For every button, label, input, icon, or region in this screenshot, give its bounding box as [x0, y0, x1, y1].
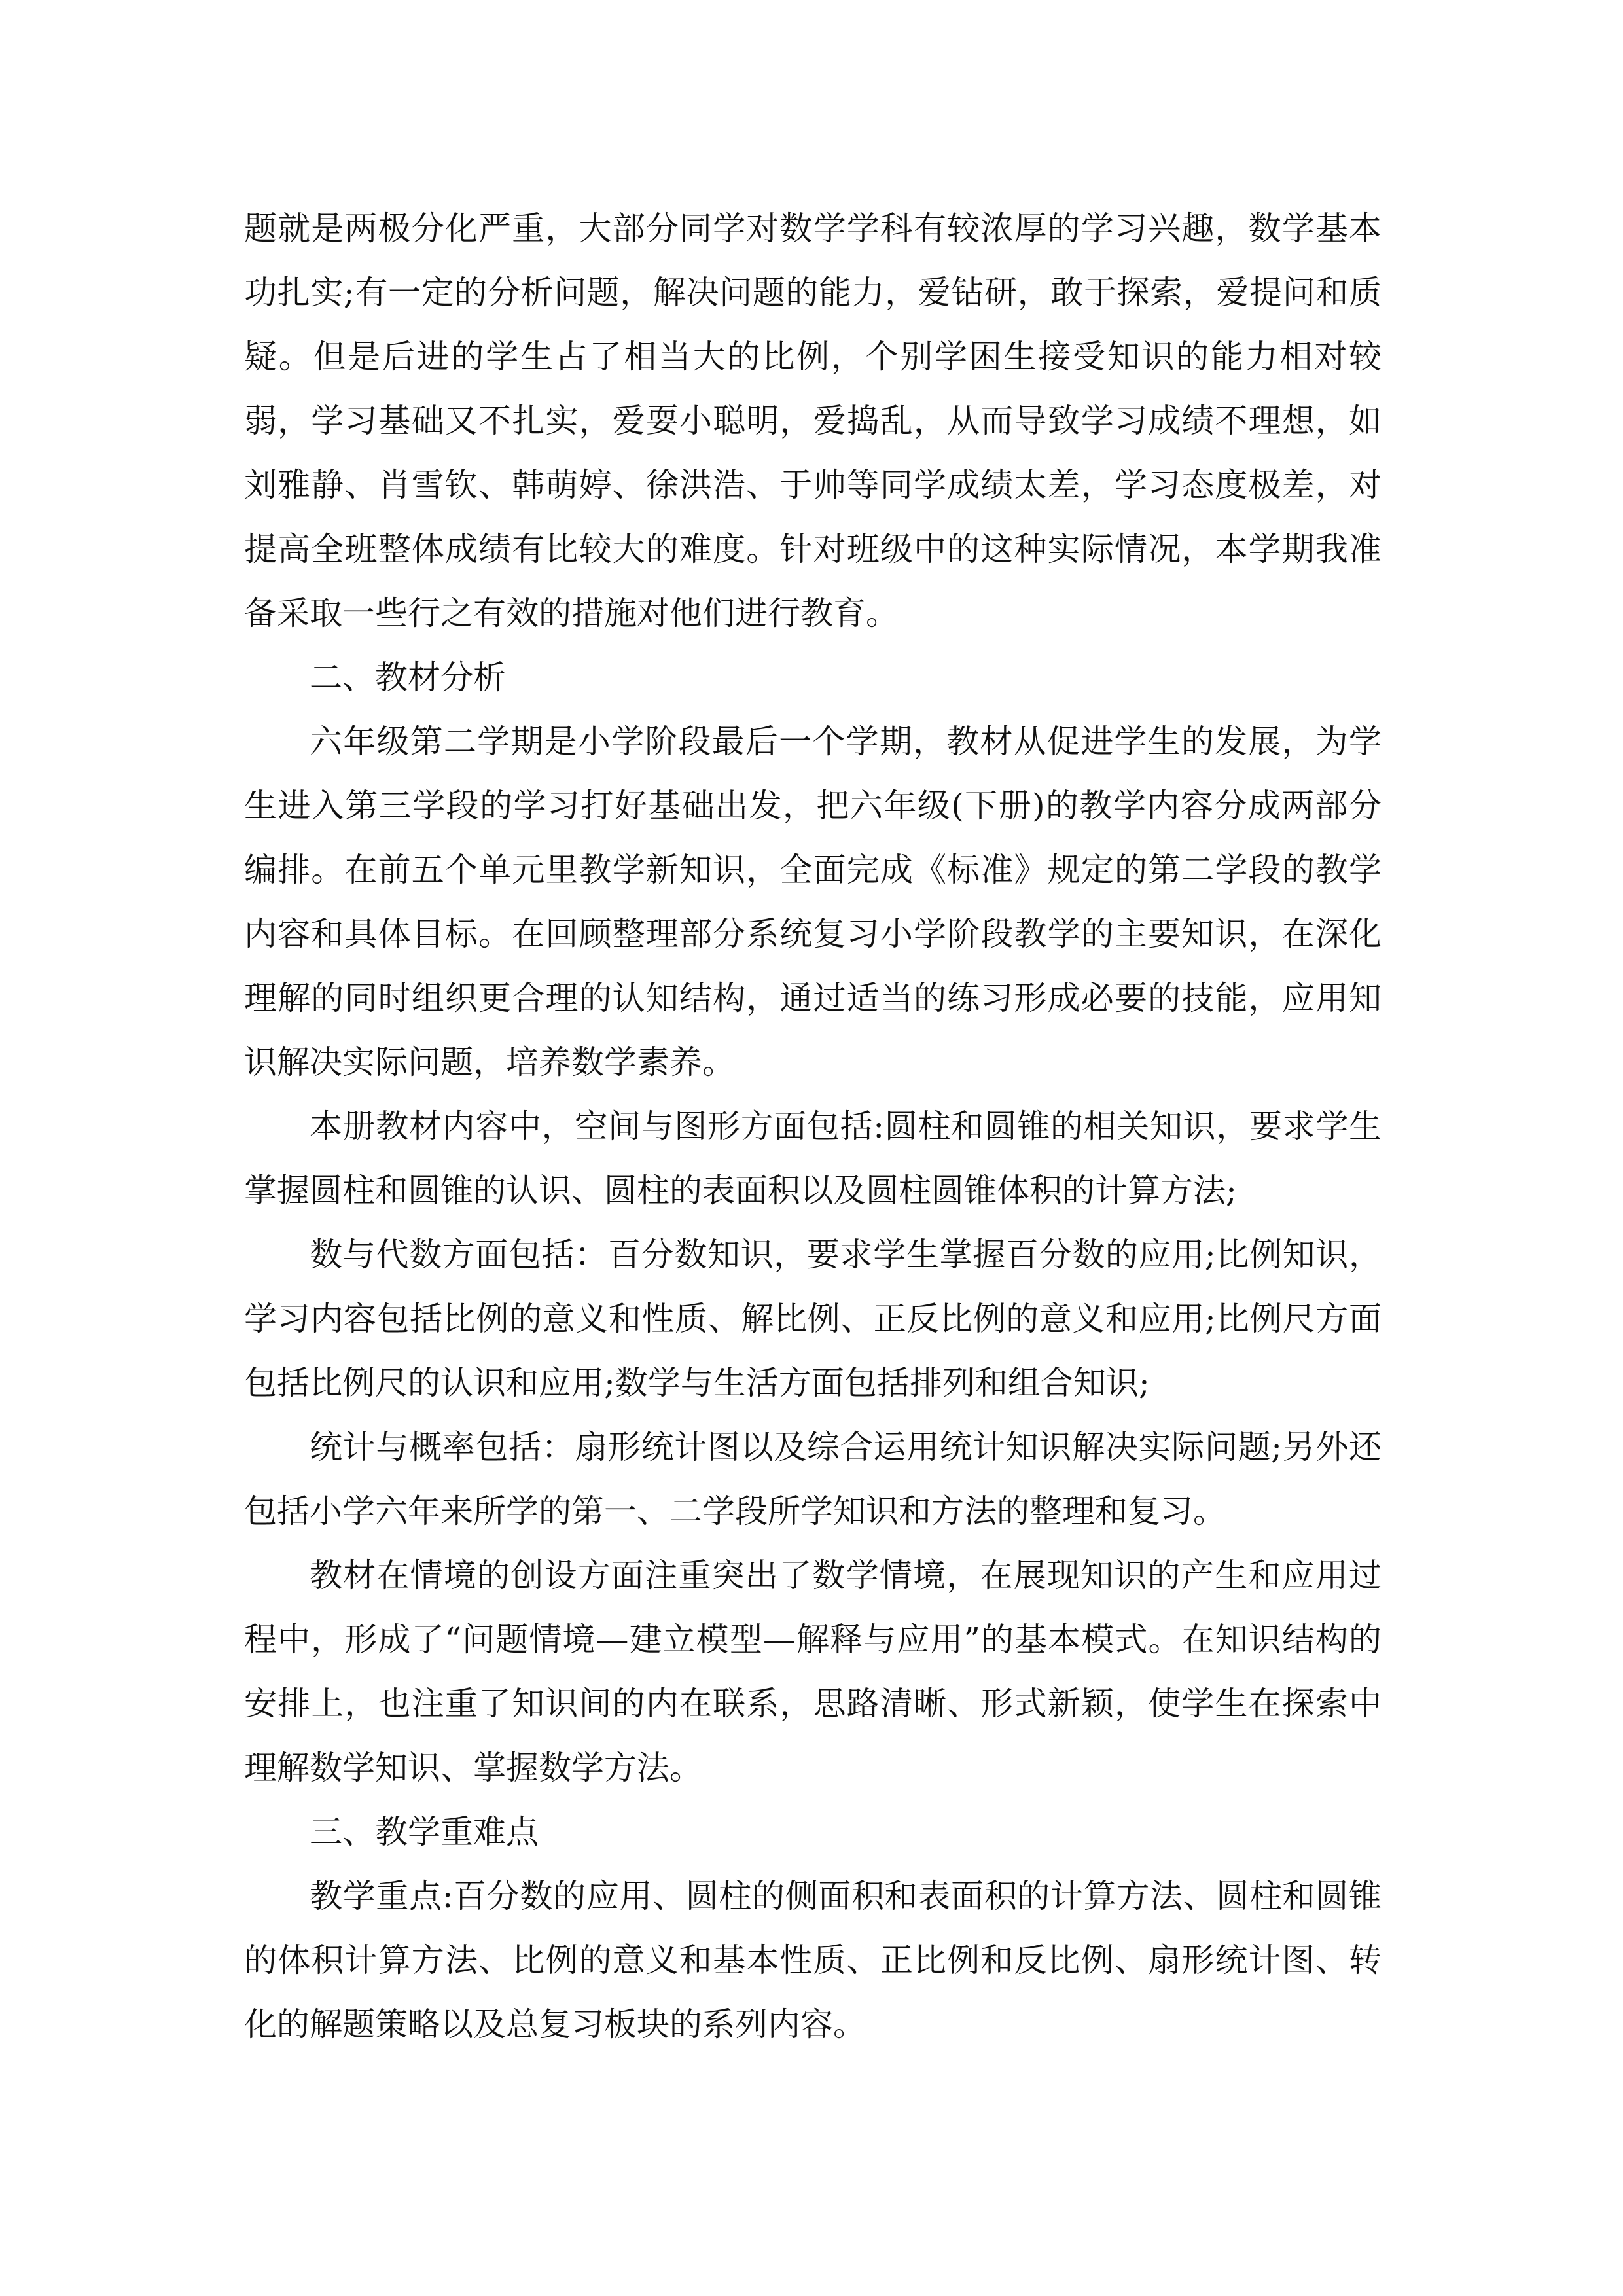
paragraph-teaching-focus: 教学重点:百分数的应用、圆柱的侧面积和表面积的计算方法、圆柱和圆锥的体积计算方法、比例的意义和基本性质、正比例和反比例、扇形统计图、转化的解题策略以及总复习板块的系列内容。	[244, 1877, 1382, 2043]
paragraph-textbook-overview: 六年级第二学期是小学阶段最后一个学期，教材从促进学生的发展，为学生进入第三学段的学习打好基础出发，把六年级(下册)的教学内容分成两部分编排。在前五个单元里教学新知识，全面完成《标准》规定的第二学段的教学内容和具体目标。在回顾整理部分系统复习小学阶段教学的主要知识，在深化理解的同时组织更合理的认知结构，通过适当的练习形成必要的技能，应用知识解决实际问题，培养数学素养。	[244, 723, 1382, 1081]
section-heading-key-points: 三、教学重难点	[310, 1813, 539, 1851]
paragraph-space-and-shapes: 本册教材内容中，空间与图形方面包括:圆柱和圆锥的相关知识，要求学生掌握圆柱和圆锥的认识、圆柱的表面积以及圆柱圆锥体积的计算方法;	[244, 1107, 1382, 1210]
paragraph-student-analysis: 题就是两极分化严重，大部分同学对数学学科有较浓厚的学习兴趣，数学基本功扎实;有一定的分析问题，解决问题的能力，爱钻研，敢于探索，爱提问和质疑。但是后进的学生占了相当大的比例，个别学困生接受知识的能力相对较弱，学习基础又不扎实，爱耍小聪明，爱捣乱，从而导致学习成绩不理想，如刘雅静、肖雪钦、韩萌婷、徐洪浩、于帅等同学成绩太差，学习态度极差，对提高全班整体成绩有比较大的难度。针对班级中的这种实际情况，本学期我准备采取一些行之有效的措施对他们进行教育。	[244, 209, 1382, 632]
document-body	[244, 196, 1382, 2056]
paragraph-number-and-algebra: 数与代数方面包括：百分数知识，要求学生掌握百分数的应用;比例知识，学习内容包括比例的意义和性质、解比例、正反比例的意义和应用;比例尺方面包括比例尺的认识和应用;数学与生活方面包括排列和组合知识;	[244, 1236, 1382, 1402]
section-heading-textbook-analysis: 二、教材分析	[310, 658, 506, 696]
paragraph-statistics-probability: 统计与概率包括：扇形统计图以及综合运用统计知识解决实际问题;另外还包括小学六年来所学的第一、二学段所学知识和方法的整理和复习。	[244, 1428, 1382, 1530]
paragraph-textbook-situations: 教材在情境的创设方面注重突出了数学情境，在展现知识的产生和应用过程中，形成了“问题情境—建立模型—解释与应用”的基本模式。在知识结构的安排上，也注重了知识间的内在联系，思路清晰、形式新颖，使学生在探索中理解数学知识、掌握数学方法。	[244, 1556, 1382, 1787]
